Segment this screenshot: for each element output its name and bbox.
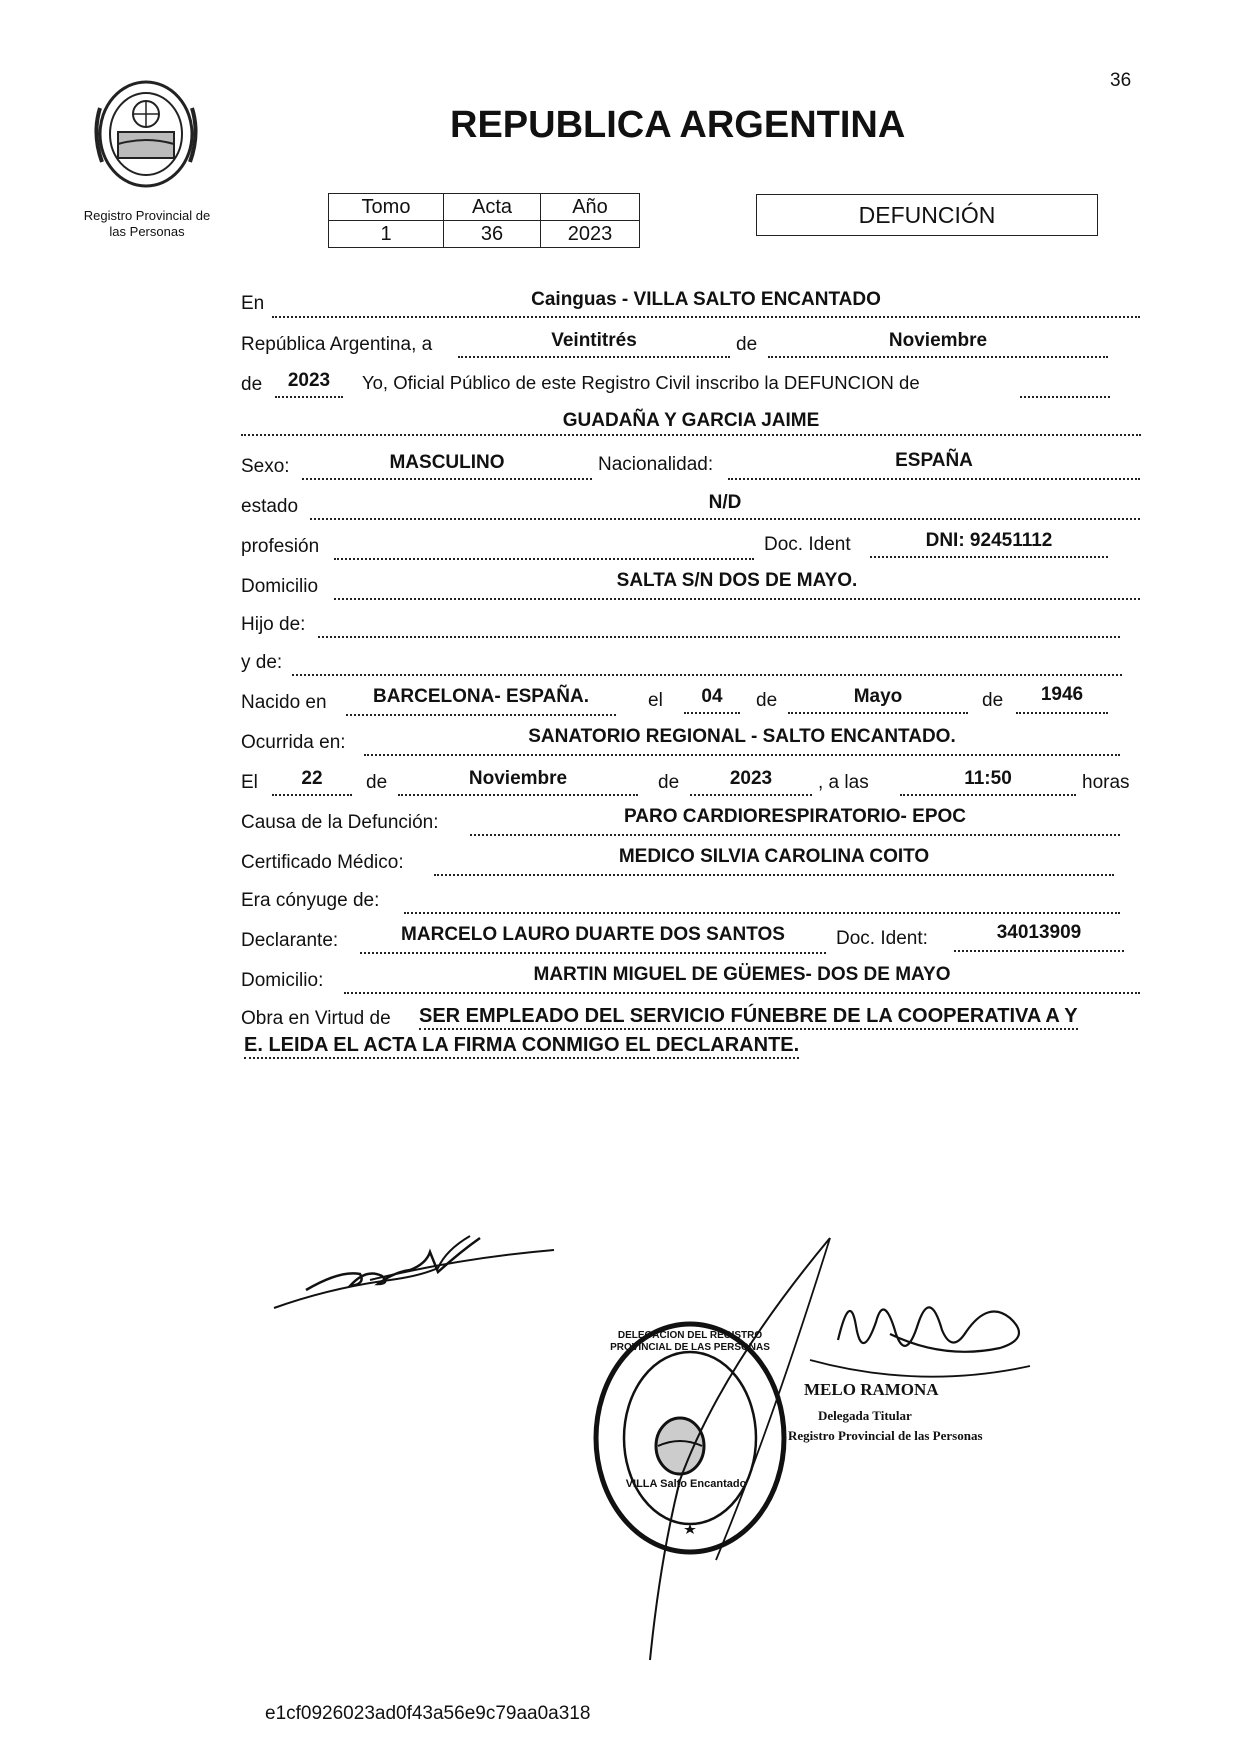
acta-table <box>328 193 640 248</box>
document-hash: e1cf0926023ad0f43a56e9c79aa0a318 <box>265 1703 591 1724</box>
label-de-2: de <box>241 374 263 395</box>
registry-line-1: Registro Provincial de <box>83 208 211 223</box>
label-de-5: de <box>366 772 388 793</box>
label-conyuge: Era cónyuge de: <box>241 890 380 911</box>
field-def-dia: 22 <box>301 768 323 789</box>
label-en: En <box>241 293 265 314</box>
field-causa: PARO CARDIORESPIRATORIO- EPOC <box>623 806 967 827</box>
stamp-inner-text: VILLA Salto Encantado <box>625 1478 747 1490</box>
registry-name <box>62 208 232 240</box>
field-nacionalidad: ESPAÑA <box>895 450 973 471</box>
label-de-4: de <box>982 690 1004 711</box>
field-nac-anio: 1946 <box>1040 684 1084 705</box>
field-nac-mes: Mayo <box>853 686 903 707</box>
acta-value: 36 <box>444 221 541 248</box>
field-nacido-en: BARCELONA- ESPAÑA. <box>372 686 590 707</box>
label-yo-oficial: Yo, Oficial Público de este Registro Civil inscribo la DEFUNCION de <box>362 372 920 393</box>
label-sexo: Sexo: <box>241 456 290 477</box>
official-name: MELO RAMONA <box>804 1380 939 1399</box>
field-anio: 2023 <box>287 370 331 391</box>
label-nacionalidad: Nacionalidad: <box>598 454 714 475</box>
field-nombre: GUADAÑA Y GARCIA JAIME <box>562 410 820 431</box>
field-decl-doc: 34013909 <box>996 922 1082 943</box>
registry-line-2: las Personas <box>109 224 185 239</box>
stamp-ring-text: DELEGACION DEL REGISTRO PROVINCIAL DE LAS PERSONAS <box>610 1330 770 1353</box>
label-de-3: de <box>756 690 778 711</box>
acta-table-header <box>329 194 640 221</box>
field-certificado: MEDICO SILVIA CAROLINA COITO <box>618 846 930 867</box>
label-declarante: Declarante: <box>241 930 339 951</box>
declarant-signature <box>270 1228 560 1318</box>
official-title: Delegada Titular <box>818 1408 912 1423</box>
page-title: REPUBLICA ARGENTINA <box>450 104 906 146</box>
field-decl-domicilio: MARTIN MIGUEL DE GÜEMES- DOS DE MAYO <box>533 964 951 985</box>
col-acta-header: Acta <box>444 194 541 221</box>
document-type-box <box>756 194 1098 236</box>
field-def-mes: Noviembre <box>468 768 568 789</box>
official-organization: Registro Provincial de las Personas <box>788 1428 983 1443</box>
field-dia-letras: Veintitrés <box>551 330 637 351</box>
field-domicilio: SALTA S/N DOS DE MAYO. <box>616 570 858 591</box>
field-hora: 11:50 <box>964 768 1012 789</box>
label-causa: Causa de la Defunción: <box>241 812 439 833</box>
field-estado: N/D <box>708 492 742 513</box>
label-a-las: , a las <box>818 772 869 793</box>
label-ocurrida-en: Ocurrida en: <box>241 732 346 753</box>
label-de-1: de <box>736 334 758 355</box>
official-signature <box>600 1230 1050 1670</box>
label-doc-ident-2: Doc. Ident: <box>836 928 928 949</box>
page-number: 36 <box>1110 70 1132 91</box>
field-obra-line1: SER EMPLEADO DEL SERVICIO FÚNEBRE DE LA COOPERATIVA A Y <box>419 1005 1078 1030</box>
field-sexo: MASCULINO <box>389 452 505 473</box>
label-domicilio-2: Domicilio: <box>241 970 324 991</box>
label-certificado: Certificado Médico: <box>241 852 404 873</box>
province-crest <box>88 78 204 190</box>
label-doc-ident: Doc. Ident <box>764 534 851 555</box>
field-def-anio: 2023 <box>729 768 773 789</box>
col-anio-header: Año <box>541 194 640 221</box>
label-el-cap: El <box>241 772 258 793</box>
field-doc: DNI: 92451112 <box>925 530 1053 551</box>
field-declarante: MARCELO LAURO DUARTE DOS SANTOS <box>401 924 785 945</box>
label-el: el <box>648 690 663 711</box>
label-profesion: profesión <box>241 536 320 557</box>
acta-table-values <box>329 221 640 248</box>
label-de-6: de <box>658 772 680 793</box>
field-obra-line2: E. LEIDA EL ACTA LA FIRMA CONMIGO EL DECLARANTE. <box>244 1034 799 1059</box>
col-tomo-header: Tomo <box>329 194 444 221</box>
anio-value: 2023 <box>541 221 640 248</box>
label-estado: estado <box>241 496 299 517</box>
field-lugar: Cainguas - VILLA SALTO ENCANTADO <box>531 289 881 310</box>
label-nacido-en: Nacido en <box>241 692 327 713</box>
label-republica: República Argentina, a <box>241 334 433 355</box>
field-nac-dia: 04 <box>701 686 723 707</box>
document-type: DEFUNCIÓN <box>858 202 996 228</box>
field-ocurrida-en: SANATORIO REGIONAL - SALTO ENCANTADO. <box>528 726 956 747</box>
label-hijo-de: Hijo de: <box>241 614 306 635</box>
label-obra: Obra en Virtud de <box>241 1008 391 1029</box>
label-horas: horas <box>1082 772 1130 793</box>
field-mes: Noviembre <box>888 330 988 351</box>
label-y-de: y de: <box>241 652 283 673</box>
tomo-value: 1 <box>329 221 444 248</box>
label-domicilio: Domicilio <box>241 576 319 597</box>
